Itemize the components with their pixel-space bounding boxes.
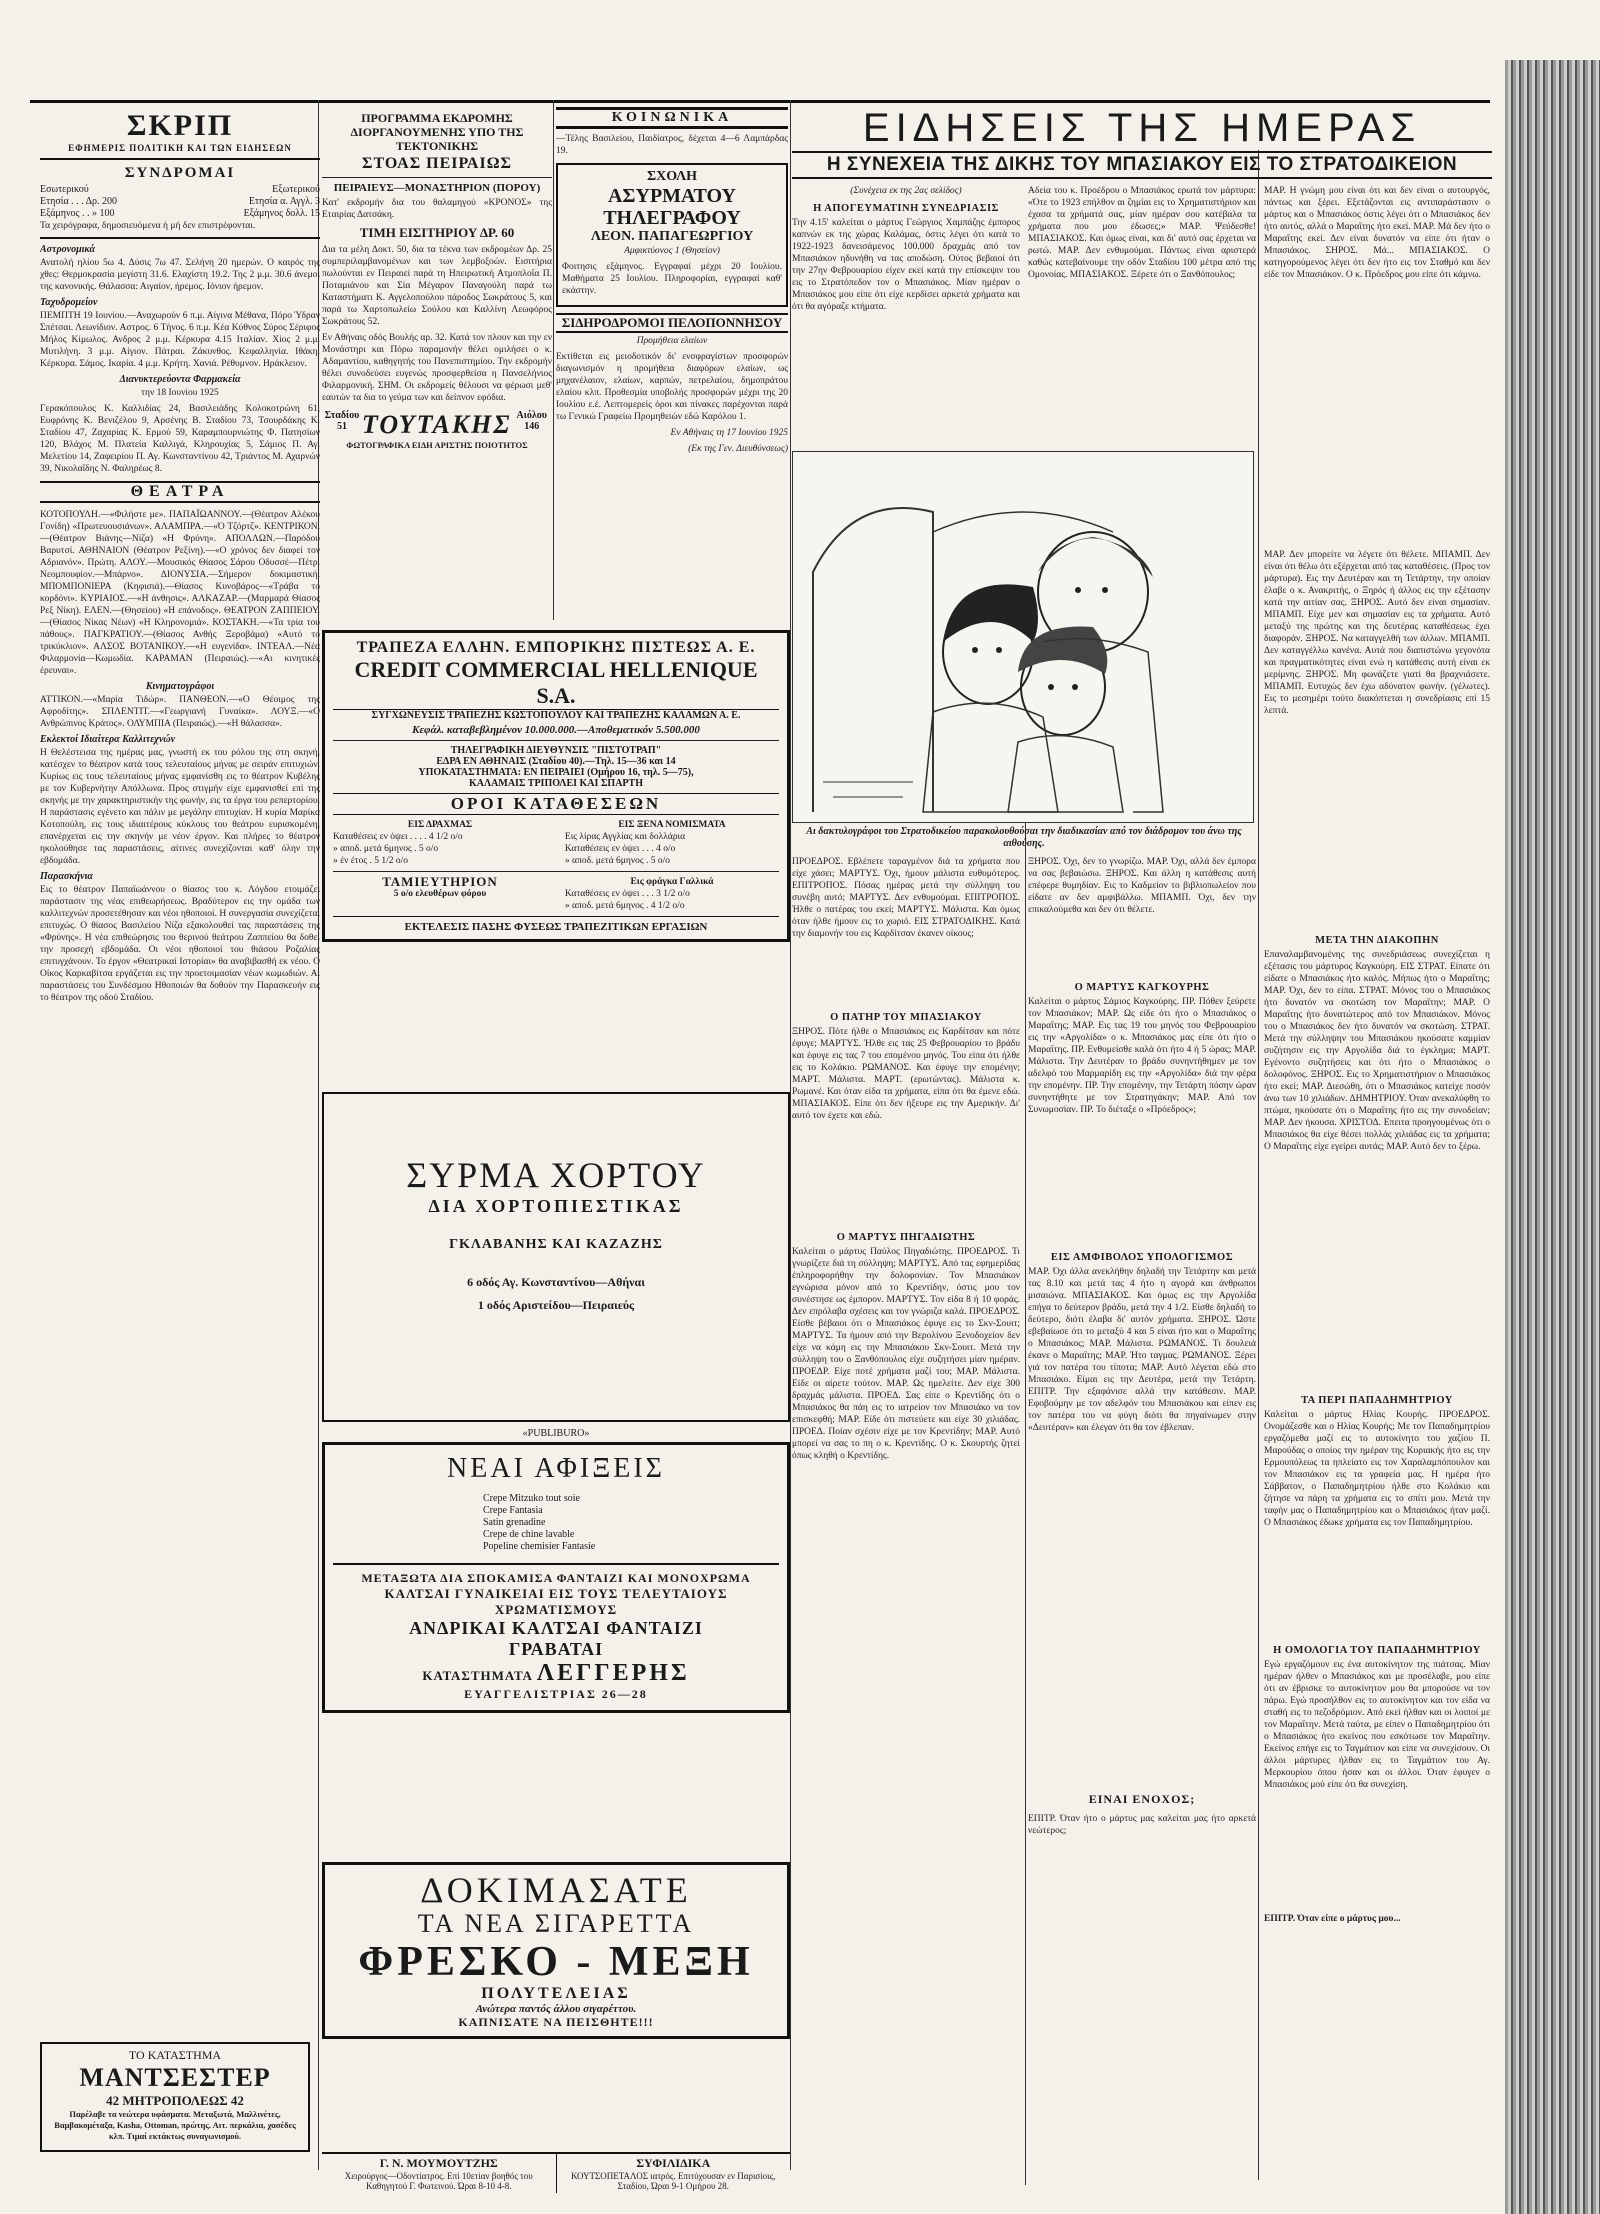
arrivals-line-1: ΜΕΤΑΞΩΤΑ ΔΙΑ ΣΠΟΚΑΜΙΣΑ ΦΑΝΤΑΙΖΙ ΚΑΙ ΜΟΝΟΧΡΩΜΑ [333, 1563, 779, 1586]
witness-pigadiotis-heading: Ο ΜΑΡΤΥΣ ΠΗΓΑΔΙΩΤΗΣ [836, 1232, 976, 1243]
scan-edge [1505, 60, 1600, 2214]
article-text: ΜΑΡ. Δεν μπορείτε να λέγετε ότι θέλετε. ΜΠΑΜΠ. Δεν είναι ότι θέλω ότι εξέρχεται από τας καταθέσεις. (Προς τον μάρτυρα). Εις την Δευτέραν και τη Τετάρτην, την οποίαν έλαβε ο κ. Ανακριτής, ο Ξηρός ή άλλος εις την εξέτασην κατά την αιτίαν σας. ΞΗΡΟΣ. Αυτό δεν είναι σημασίαν. ΜΠΑΜΠ. Είχε μεν και σημασίαν εις τα χρήματα. Αυτό μεταξύ της πρώτης και της δευτέρας καταθέσεως έχει διαφοράν. ΞΗΡΟΣ. Να καταγγελθή των άλλων. ΜΠΑΜΠ. Δεν καταγγέλλω κανένα. Αυτά που διαπιστώνω γεγονότα και πραγματικότητες είναι ενώ η κατάθεσις αυτή είναι εκ μερίμνης. ΞΗΡΟΣ. Μη φωνάζετε γιατί θα βραχνιάσετε. ΜΠΑΜΠ. Ευτυχώς δεν έχω αδύνατον φωνήν. (γέλωτες). Εις το μεσημέρι τούτο διακόπτεται η συνεδρίασις επί 15 λεπτά. [1264, 550, 1490, 716]
pharmacy-text: Γερακόπουλος Κ. Καλλιδίας 24, Βασιλειάδης Κολοκοτρώνη 61, Ευφρόνης Κ. Βενιζέλου 9, Αρσένης Β. Σταδίου 73, Τσουρδάκης Κ. Σταδίου 47, Ζαχαρίας Κ. Ερμού 59, Καραμπουρνιώτης Φ. Πατησίων 120, Βλάχος Μ. Πλατεία Καλλιγά, Κληρουχίας 5, Σάμιος Π. Αγ. Μελετίου 14, Ζαφειρίου Π. Αγ. Κωνσταντίνου 42, Τριάντος Μ. Αχαρνών 39, Νικολαΐδης Ν. Φαληρέως 8. [40, 404, 320, 474]
tutakis-sub: ΦΩΤΟΓΡΑΦΙΚΑ ΕΙΔΗ ΑΡΙΣΤΗΣ ΠΟΙΟΤΗΤΟΣ [346, 440, 528, 450]
social-notice: —Τέλης Βασιλείου, Παιδίατρος, δέχεται 4—6 Λαμπάρδας 19. [556, 134, 788, 156]
article-text: Επαναλαμβανομένης της συνεδριάσεως συνεχίζεται η εξέτασις του μάρτυρος Καγκούρη. ΕΙΣ ΣΤΡΑΤ. Είπατε ότι είδατε ο Μπασιάκος ήτο καλός. Μήπως ήτο ο Μαραΐτης; ΜΑΡ. Όχι, δεν το είπα. ΣΤΡΑΤ. Μόνος του ο Μπασιάκος ήτο δυνατόν να σκοτώση τον Μαραΐτην; ΜΑΡ. Ο Μαραΐτης ήτο δυνατώτερος από τον Μπασιάκον. Μόνος του ο Μπασιάκος δεν ήτο δυνατόν να σκοτώση. ΣΤΡΑΤ. Μετά την σύλληψην του Μπασιάκου ηκούσατε καμμίαν συζήτησιν εις την Αργολίδα διά το έγκλημα; ΜΑΡΤ. Εγένοντο συζητήσεις και ότι ήτο ο Μπασιάκος ο δολοφόνος. ΞΗΡΟΣ. Εις το Χρηματιστήριον ο Μπασιάκος ήτο εκεί; ΜΑΡ. Διεσώθη, ότι ο Μπασιάκος κατείχε ποσόν άνω των 10 χιλιάδων. ΔΗΜΗΤΡΙΟΥ. Όταν ανεκαλύφθη το πτώμα, ηκούσατε ότι ο Μαραΐτης ήτο εις την συνοδείαν; ΜΑΡ. Δεν ήκουσα. ΧΡΙΣΤΟΔ. Επειτα προηγουμένως ότι ο Μπασιάκος θα είχε θέσει πολλάς χιλιάδας εις τα χρήματα; Ο Μαραΐτης είχε εγείρει αυτάς; ΜΑΡ. Αυτό δεν το ξέρω. [1264, 950, 1490, 1152]
wire-subtitle: ΔΙΑ ΧΟΡΤΟΠΙΕΣΤΙΚΑΣ [428, 1196, 684, 1216]
news-subcolumns [792, 185, 1492, 1929]
manchester-text: Παρέλαβε τα νεώτερα υφάσματα. Μεταξωτά, Μαλλινέτες, Βαμβακομέταξα, Kasha, Ottoman, πρώτης. Αιτ. περκάλια, χασέδες κλπ. Τιμαί εκτάκτως συναγωνισμού. [54, 2109, 296, 2141]
francs-heading: Εις φράγκα Γαλλικά [630, 877, 714, 887]
bank-merger: ΣΥΓΧΩΝΕΥΣΙΣ ΤΡΑΠΕΖΗΣ ΚΩΣΤΟΠΟΥΛΟΥ ΚΑΙ ΤΡΑΠΕΖΗΣ ΚΑΛΑΜΩΝ Α. Ε. [371, 710, 741, 721]
doctor-text: ΚΟΥΤΣΟΠΕΤΑΛΟΣ ιατρός. Επιτύχουσαν εν Παρισίοις, Σταδίου, Ώραι 9-1 Ομήρου 28. [571, 2171, 776, 2191]
dentist-ad [322, 2154, 557, 2193]
bank-hq: ΕΔΡΑ ΕΝ ΑΘΗΝΑΙΣ (Σταδίου 40).—Τηλ. 15—36 και 14 [436, 756, 676, 767]
column-2 [322, 105, 552, 620]
drachma-row: » αποδ. μετά 6μηνος . 5 ο/ο [333, 844, 439, 854]
excursion-details-2: Εν Αθήναις οδός Βουλής αρ. 32. Κατά τον πλουν και την εν Μονάστηρι και Πόρω παραμονήν θέλει ομιλήσει ο κ. Αδαμαντίου, καθηγητής του Πανεπιστημίου. Την εκδρομήν θέλει συνοδεύσει ευγενώς προσφερθείσα η Πανσελήνιος Φιλαρμονική. ΣΗΜ. Οι εκδρομείς θέλουσι να φέρωσι μεθ' εαυτών τα δια το γεύμα των και δείπνον εφόδια. [322, 333, 552, 403]
publiburo-tag: «PUBLIBURO» [522, 1428, 590, 1439]
witness-kangouris-heading: Ο ΜΑΡΤΥΣ ΚΑΓΚΟΥΡΗΣ [1074, 982, 1210, 993]
tutakis-ad [322, 410, 552, 451]
bank-name-french: CREDIT COMMERCIAL HELLENIQUE S.A. [333, 657, 779, 710]
article-text: Αδεία του κ. Προέδρου ο Μπασιάκος ερωτά τον μάρτυρα: «Ότε το 1923 επήλθον αι ζημίαι εις το Χρηματιστήριον και έχασα τα χρήματά σας, μίαν ημέραν σου κατέβαλα τα χρήματα που μου έδωσες;» ΜΑΡ. Ψεύδεσθε! ΜΠΑΣΙΑΚΟΣ. Και όμως είναι, και δι' αυτό σας έρχεται να ρωτώ. ΜΑΡ. Δεν ενθυμούμαι. Πάντως είναι αριστερά καθώς κατεβαίνουμε την οδόν Σταδίου 100 μέτρα από της Ομονοίας. ΜΠΑΣΙΑΚΟΣ. Ξέρετε ότι ο Ξανθόπουλος; [1028, 186, 1256, 280]
pharmacy-date: την 18 Ιουνίου 1925 [141, 388, 219, 398]
cig-luxury: ΠΟΛΥΤΕΛΕΙΑΣ [481, 1985, 631, 2002]
top-rule [30, 100, 1490, 103]
news-left-block [792, 185, 1256, 1929]
confession-heading: Η ΟΜΟΛΟΓΙΑ ΤΟΥ ΠΑΠΑΔΗΜΗΤΡΙΟΥ [1273, 1645, 1481, 1656]
cinema-text: ΑΤΤΙΚΟΝ.—«Μαρία Τιδώρ». ΠΑΝΘΕΟΝ.—«Ο Θέοιμος της Αφροδίτης». ΣΠΛΕΝΤΙΤ.—«Γεωργιανή Γυναίκα». ΛΟΥΞ.—«Ο Ανθρώπινος Κράτος». ΟΛΥΜΠΙΑ (Πειραιώς).—«Η θάλασσα». [40, 695, 320, 729]
afternoon-session-heading: Η ΑΠΟΓΕΥΜΑΤΙΝΗ ΣΥΝΕΔΡΙΑΣΙΣ [813, 203, 999, 214]
cigarette-ad [322, 1862, 790, 2039]
deposit-terms-heading: ΟΡΟΙ ΚΑΤΑΘΕΣΕΩΝ [333, 793, 779, 815]
drachma-row: Καταθέσεις εν όψει . . . . 4 1/2 ο/ο [333, 832, 463, 842]
article-text: ΜΑΡ. Η γνώμη μου είναι ότι και δεν είναι ο αυτουργός, πάντως και ξέρει. Εξετάζονται εις αντιπαράστασιν ο μάρτυς και ο Μπασιάκος όστις λέγει ότι ο Μπασιάκος δεν ήτο αυτός, αλλά ο Μαραΐτης ήτο εκεί. ΜΑΡ. Μά δεν ήτο ο Μαραΐτης εκεί. Δεν είναι δυνατόν να είπε ότι ήταν ο Μπασιάκος. ΣΗΡΟΣ. Μά... ΜΠΑΣΙΑΚΟΣ. Ο κατηγορούμενος λέγει ότι δεν ήτο εις τον Σταθμό και δεν είδε τον Μπασιάκον. Ο κ. Πρόεδρος μου είπε ότι κάμνω. [1264, 186, 1490, 280]
arrivals-line-3: ΑΝΔΡΙΚΑΙ ΚΑΛΤΣΑΙ ΦΑΝΤΑΙΖΙ [409, 1618, 703, 1638]
masthead-subtitle: ΕΦΗΜΕΡΙΣ ΠΟΛΙΤΙΚΗ ΚΑΙ ΤΩΝ ΕΙΔΗΣΕΩΝ [68, 143, 292, 153]
dentist-name: Γ. Ν. ΜΟΥΜΟΥΤΖΗΣ [379, 2156, 498, 2170]
fabric-list [483, 1493, 779, 1553]
rail-signature: (Εκ της Γεν. Διευθύνσεως) [688, 444, 788, 454]
social-heading: ΚΟΙΝΩΝΙΚΑ [556, 107, 788, 129]
subs-note: Τα χειρόγραφα, δημοσιευόμενα ή μή δεν επιστρέφονται. [40, 221, 256, 231]
excursion-route: ΠΕΙΡΑΙΕΥΣ—ΜΟΝΑΣΤΗΡΙΟΝ (ΠΟΡΟΥ) [333, 182, 541, 194]
foreign-row: » αποδ. μετά 6μηνος . 5 ο/ο [564, 856, 671, 866]
article-text: ΠΡΟΕΔΡΟΣ. Εβλέπετε ταραγμένον διά τα χρήματα που είχε χάσει; ΜΑΡΤΥΣ. Όχι, ήμουν μάλιστα ευθυμότερος. ΕΠΙΤΡΟΠΟΣ. Πόσας ημέρας μετά την σύλληψη του συνέβη αυτό; ΜΑΡΤΥΣ. Δεν ενθυμούμαι. ΕΠΙΤΡΟΠΟΣ. Ήλθε ο πατέρας του εκεί; ΜΑΡΤΥΣ. Μάλιστα. Και όμως όταν ήλθε ήμουν εις το χωριό. ΕΙΣ ΣΤΡΑΤΟΔΙΚΗΣ. Κατά την διαμονήν του εις Καρδίτσαν έκανεν οίκους; [792, 857, 1020, 939]
school-address: Αμφικτύονος 1 (Θησείον) [624, 246, 720, 256]
column-1 [40, 105, 320, 2185]
savings-heading: ΤΑΜΙΕΥΤΗΡΙΟΝ [382, 874, 498, 889]
cig-call: ΚΑΠΝΙΣΑΤΕ ΝΑ ΠΕΙΣΘΗΤΕ!!! [458, 2015, 654, 2029]
typists-illustration [792, 451, 1254, 823]
artists-heading: Εκλεκτοί Ιδιαίτερα Καλλιτεχνών [40, 734, 176, 745]
article-text: Καλείται ο μάρτυς Παύλος Πηγαδιώτης. ΠΡΟΕΔΡΟΣ. Τι γνωρίζετε διά τη σύλληψη; ΜΑΡΤΥΣ. Από τας εφημερίδας έπληροφορήθην την δολοφονίαν. Τον Μπασιάκον εγνώρισα μόνον από το Κρεντίδην, όστις μου τον συνέστησε ως έμπορον. ΜΑΡΤΥΣ. Τον είδα 8 ή 10 φοράς. Δεν επρόλαβα σχέσεις και τον γνώριζα καλά. ΠΡΟΕΔΡΟΣ. Είσθε βέβαιοι ότι ο Μπασιάκος έφυγε εις το Σκν-Σουιτ; ΜΑΡΤΥΣ. Τα ήμουν από την Βερολίνου Ξενοδοχείον δεν είχε να κάμη εις την Μπασιάκου Σκν-Σουιτ. Μετά την σύλληψη του ο Ξανθόπουλος είχε συζητήσει μίαν ημέραν. ΠΡΟΕΔΡ. Είχε ποτέ χρήματα μαζί του; ΜΑΡ. Μάλιστα. Είδε οι αίρετε τούτον. ΜΑΡ. Ως ημελείτε. Δεν είχε 300 δραχμάς μάλιστα. ΠΡΟΕΔ. Σας είπε ο Κρεντίδης ότι ο Μπασιάκος θα πάη εις το ιατρείον τον Μπασιάκο να τον επισκεφθή; ΜΑΡ. Είδε ότι πιστεύετε και είχε 30 χιλιάδας. ΠΡΟΕΔ. Ποίαν σχέσιν είχε με τον Κρεντίδην; ΜΑΡ. Αυτό μπορεί να σας το πη ο κ. Κρεντίδης. Ο κ. Σκουρτής ζητεί όπως κληθή ο Κρεντίδης. [792, 1247, 1020, 1461]
column-rule [553, 100, 554, 620]
article-text: ΞΗΡΟΣ. Όχι, δεν το γνωρίζω. ΜΑΡ. Όχι, αλλά δεν έμπορα να σας βεβαιώσω. ΞΗΡΟΣ. Και άλλη η κατάθεσις αυτή επέφερε θυμηδίαν. Εις το Καδμείον το βιβλιοπωλείον που είδατε αν δεν αμφιβάλλω. ΜΠΑΜΠ. Όχι, δεν την επικαλούμεθα και δεν ότι θέλετε. [1028, 857, 1256, 915]
bank-branches-2: ΚΑΛΑΜΑΙΣ ΤΡΙΠΟΛΕΙ ΚΑΙ ΣΠΑΡΤΗ [468, 778, 643, 789]
theatres-text: ΚΟΤΟΠΟΥΛΗ.—«Φιλήστε με». ΠΑΠΑΪΩΑΝΝΟΥ.—(Θέατρον Αλέκου Γονίδη) «Πρωτευουσιάνων». ΑΛΑΜΠΡΑ.—«Ό Τζόρτζ». ΚΕΝΤΡΙΚΟΝ.—(Θέατρον Βιάνης—Νίζα) «Η Φρύνη». ΑΠΟΛΛΩΝ.—Παρόδου Βαρυτσί. ΑΘΗΝΑΙΟΝ (Θέατρον Ρεξίνη).—«Ο χρόνος δεν διαφεί τον Αδριανόν». Πρώτη. ΑΛΟΥ.—Μουσικός Θίασος Σάρου Οδυσσέ—Πέτρ. Νεομπουφίον.—Μπάρνο». ΔΙΟΝΥΣΙΑ.—Σήμερον δοκιμαστική. ΜΠΟΜΠΟΝΙΕΡΑ (Κηφισιά).—Θίασος Κυνοβάρος—«Τράβα το κορδόνι». ΚΥΡΙΑΙΟΣ.—«Η άνθησις». ΑΛΚΑΖΑΡ.—(Μαρμαρά Θίασος Ρεξ Νίκη). ΕΛΕΝ.—(Θησείου) «Η επάνοδος». ΘΕΑΤΡΟΝ ΖΑΠΠΕΙΟΥ.—(Θίασος Νίκας Νέων) «Η Κληρονομιά». ΚΟΣΤΑΚΗ.—«Τα τρία του πάθους». ΠΑΓΚΡΑΤΙΟΥ.—(Θίασος Ανθής Ξεροβάμα) «Αυτό το τρικύκλιον». ΑΛΣΟΣ ΒΟΤΑΝΙΚΟΥ.—«Η ευγενίδα». ΙΝΤΕΑΛ.—Νέα Φιλαρμονία—Κωμωδία. ΚΑΡΑΜΑΝ (Πειραιώς).—«Αι κινητικές έρευναι». [40, 510, 320, 676]
post-heading: Ταχυδρομείον [40, 297, 98, 308]
school-text: Φοιτησις εξάμηνος. Εγγραφαί μέχρι 20 Ιουλίου. Μαθήματα 25 Ιουλίου. Πληροφορίαι, εγγραφαί καθ' εκάστην. [562, 262, 782, 296]
theatres-heading: ΘΕΑΤΡΑ [40, 481, 320, 503]
school-owner: ΛΕΟΝ. ΠΑΠΑΓΕΩΡΓΙΟΥ [590, 229, 754, 244]
article-text: ΜΑΡ. Όχι άλλα ανεκλήθην δηλαδή την Τετάρτην και μετά τας 8.10 και μετά τας 4 ήτο η αγορά και άνθρωποι μισαιώνα. ΜΠΑΣΙΑΚΟΣ. Και όμως εις την Αργολίδα επήγα το δεύτερον βράδυ, μετά την 4 1/2. Είσθε δηλαδή το δεύτερο, διότι έλαβα δι' αυτόν χρήματα. ΞΗΡΟΣ. Ώστε εβεβαίωσε ότι το μεταξύ 4 και 5 είναι ήτο και ο Μαραΐτης ο Μπασιάκος; ΜΑΡ. Μάλιστα. ΡΩΜΑΝΟΣ. Τι δουλειά έκανε ο Μαραΐτης; ΜΑΡ. Ήτο ταγμας. ΡΩΜΑΝΟΣ. Ξέρει γιά τον πατέρα του τίποτα; ΜΑΡ. Αυτό λέγεται εδώ στο Μπασιάκο. Είμαι εις την Δευτέρα, μετά την Τετάρτη. ΕΠΙΤΡ. Την εξαφάνισε αλλά την κατάθεσιν. ΜΑΡ. Εφοβούμην με τον αδελφόν του Μπασιάκου και είπεν εις τον πατέρα του να φύγη διότι θα πηγαίνωμεν στην «Δευτέραν» και έλεγαν ότι θα τον έβλεπαν. [1028, 1267, 1256, 1433]
backstage-text: Εις το θέατρον Παπαϊωάννου ο θίασος του κ. Λόγδου ετοιμάζει παράστασιν της νέας επιθεωρήσεως. Βραδύτερον εις την ομάδα των καλλιτεχνών προσετέθησαν και νέοι ηθοποιοί. Η συνεργασία συνεχίζεται επιτυχώς. Ο θίασος Βασιλείου Νίζα εξακολουθεί τας παραστάσεις της «Φρύνης». Η νέα επιθεώρησις του θερινού θεάτρου Ζαππείου θα δοθεί την προσεχή εβδομάδα. Οι νέοι ηθοποιοί του θιάσου Ροζαλίας επιτυγχάνουν. Το έργον «Θεατρικαί Ιστορίαι» θα αναβιβασθή εκ νέου. Ο Οίκος Καρκαβίτσα εργάζεται εις την προετοιμασίαν νέων κωμωδιών. Αι παραστάσεις του Συνδέσμου Ηθοποιών θα δοθούν την Παρασκευήν εις το θέατρον της οδού Σταδίου. [40, 885, 320, 1003]
manchester-ad [40, 2042, 310, 2152]
fabric-item: Crepe de chine lavable [483, 1529, 575, 1540]
wire-address-2: 1 οδός Αριστείδου—Πειραιεύς [477, 1298, 635, 1312]
savings-rate: 5 ο/ο ελευθέρων φόρου [393, 889, 487, 899]
bank-branches: ΥΠΟΚΑΤΑΣΤΗΜΑΤΑ: ΕΝ ΠΕΙΡΑΙΕΙ (Ομήρου 16, τηλ. 5—75), [418, 767, 694, 778]
savings-terms [333, 876, 779, 912]
doctor-name: ΣΥΦΙΛΙΔΙΚΑ [636, 2156, 711, 2170]
column-rule [790, 100, 791, 2170]
excursion-price: ΤΙΜΗ ΕΙΣΙΤΗΡΙΟΥ ΔΡ. 60 [359, 225, 515, 240]
article-text: Εγώ εργαζόμουν εις ένα αυτοκίνητον της πιάτσας. Μίαν ημέραν ήλθεν ο Μπασιάκος και με προσέλαβε, μου είπε ότι αν έβρισκε το αυτοκίνητον μου θα μπορούσε να τον πάρω. Εγώ προσήλθον εις το αυτοκίνητον και τον είδα να σταθή εις το πεζοδρόμιον. Από εκεί ήλθαν και οι λοιποί με τον Μαραΐτην. Μετά ταύτα, με είπεν ο Παπαδημητρίου ότι ο Μπασιάκος ήτο εκείνος που εσκότωσε τον Μαραΐτην. Εκείνος επήγε εις το Ταγμάτιον και είπε να συνεχίσουν. Οι άλλοι μάρτυρες ήλθαν εις το Ταγμάτιον του Αγ. Μερκουρίου όπου ήσαν και οι άλλοι. Όταν έφυγεν ο Μπασιάκος μού είπε ότι θα συνεχίση. [1264, 1660, 1490, 1790]
wire-company: ΓΚΛΑΒΑΝΗΣ ΚΑΙ ΚΑΖΑΖΗΣ [449, 1237, 663, 1252]
rail-date: Εν Αθήναις τη 17 Ιουνίου 1925 [670, 428, 788, 438]
article-text: Καλείται ο μάρτυς Ηλίας Κουρής. ΠΡΟΕΔΡΟΣ. Ονομάζεσθε και ο Ηλίας Κουρής; Με τον Παπαδημητρίου εργαζόμεθα μαζί εις το αυτοκίνητο του χαζίου Π. Μαρούδας ο οποίος την ημέραν της Κυριακής ήτο εις την Ερμουπόλεως τα ηπλείατο εις τον Χαραλαμπόπουλον και τον Μπασιάκον εις τα γραφεία μας. Η ημέρα ήτο Σάββατον, ο Παπαδημητρίου ήλθε στο Κολάκιο και ζήτησε να πάρη τα χρήματα εις το σπίτι μου. Μετά την ταφήν μας ο Παπαδημητρίου και ο Μπασιάκος ήταν μαζί. Ο Μπασιάκος έδωκε χρήματα εις τον Παπαδημητρίου. [1264, 1410, 1490, 1528]
rail-subheading: Προμήθεια ελαίων [636, 336, 708, 346]
manchester-line1: ΤΟ ΚΑΤΑΣΤΗΜΑ [128, 2048, 222, 2062]
school-name: ΑΣΥΡΜΑΤΟΥ ΤΗΛΕΓΡΑΦΟΥ [603, 185, 741, 229]
manchester-address: 42 ΜΗΤΡΟΠΟΛΕΩΣ 42 [106, 2093, 244, 2108]
fabric-item: Satin grenadine [483, 1517, 546, 1528]
cinema-heading: Κινηματογράφοι [145, 681, 215, 692]
bank-ad [322, 630, 790, 942]
deposit-terms [333, 819, 779, 867]
rail-text: Εκτίθεται εις μειοδοτικόν δι' ενσφραγίστων προσφορών διαγωνισμόν η προμήθεια διαφόρων ελαίων, ως μηχανέλαιον, ελαίων, καρπών, πετρελαίου, δημοπράτου ελαίου κλπ. Προθεσμία υποβολής προσφορών μέχρι της 20 Ιουλίου ε.έ. Λεπτομερείς όροι και πίνακες παρέχονται παρά τω Γενικώ Γραφείω Προμηθειών εδώ Καρόλου 1. [556, 352, 788, 422]
rail-heading: ΣΙΔΗΡΟΔΡΟΜΟΙ ΠΕΛΟΠΟΝΝΗΣΟΥ [556, 313, 788, 333]
excursion-title: ΠΡΟΓΡΑΜΜΑ ΕΚΔΡΟΜΗΣ ΔΙΟΡΓΑΝΟΥΜΕΝΗΣ ΥΠΟ ΤΗΣ ΤΕΚΤΟΝΙΚΗΣ [350, 111, 524, 153]
article-text: ΞΗΡΟΣ. Πότε ήλθε ο Μπασιάκος εις Καρδίτσαν και πότε έφυγε; ΜΑΡΤΥΣ. Ήλθε εις τας 25 Φεβρουαρίου το βράδυ και έφυγε εις τας 7 του επομένου μηνός. Του είπα ότι ήλθε εις το Κολάκιο. ΡΩΜΑΝΟΣ. Και έφυγε την επομένην; ΜΑΡΤ. Μάλιστα. ΜΑΡΤ. (ερωτώντας). Μάλιστα κ. Ρωμανέ. Και όταν είδα τα χρήματα, είπα ότι θα έμενε εδώ. ΜΠΑΣΙΑΚΟΣ. Είπε ότι δεν ήξευρε εις την Αμερικήν. Δι' αυτό τον έχετε και εδώ. [792, 1027, 1020, 1121]
manchester-name: ΜΑΝΤΣΕΣΤΕΡ [79, 2063, 271, 2092]
school-ad [556, 163, 788, 307]
article-end: ΕΠΙΤΡ. Όταν είπε ο μάρτυς μου... [1264, 1914, 1401, 1924]
cig-line-2: ΤΑ ΝΕΑ ΣΙΓΑΡΕΤΤΑ [417, 1909, 695, 1938]
cig-brand: ΦΡΕΣΚΟ - ΜΕΞΗ [358, 1939, 754, 1985]
subs-row: Εσωτερικού Εξωτερικού [40, 184, 320, 195]
wire-title: ΣΥΡΜΑ ΧΟΡΤΟΥ [406, 1155, 706, 1195]
bottom-ads [322, 2152, 790, 2193]
article-text: Την 4.15' καλείται ο μάρτυς Γεώργιος Χαμπάζης έμπορος καπνών εκ της χώρας Καλάμας, όστις λέγει ότι κατά το 1922-1923 δανεισάμενος 100.000 δραχμάς από τον Μπασιάκον ηδυνήθη να τας αποδώση. Ούτος βεβαιοί ότι την 27ην Φεβρουαρίου είχεν εκεί κατά την επίσκεψιν του εις το Στρατόπεδον τον ο Μπασιάκος. Μίαν ημέραν ο Μπασιάκος μου είπε ότι είχε κερδίσει αρκετά χρήματα και ότι θα αγόραζε κτήματα. [792, 218, 1020, 312]
school-title: ΣΧΟΛΗ [646, 169, 698, 184]
cig-line-1: ΔΟΚΙΜΑΣΑΤΕ [420, 1870, 692, 1910]
article-text: Καλείται ο μάρτυς Σάμιος Καγκούρης. ΠΡ. Πόθεν ξεύρετε τον Μπασιάκον; ΜΑΡ. Ως είδε ότι ήτο ο Μπασιάκος ο Μαραΐτης; ΜΑΡ. Εις τας 19 του μηνός του Φεβρουαρίου εις την «Αργολίδα» ο κ. Μπασιάκος μας είπε ότι ήτο ο Μαραΐτης. ΠΡ. Ενθυμείσθε καλά ότι ήτο 4 ή 5 ώρας; ΜΑΡ. Μάλιστα. Την Δευτέραν το βράδυ συνηντήθημεν με τον αδελφό του Μαρμαρίδη εις την «Αργολίδα» διά την φέρα την επομένην. ΠΡ. Την επομένην, την Τετάρτη πόσην ώραν συνηντήθητε με τον Στρατηγάκην; ΜΑΡ. Από τον Συνωμοσίαν. ΠΡ. Το διέταξε ο «Πρόεδρος»; [1028, 997, 1256, 1115]
tutakis-name: ΤΟΥΤΑΚΗΣ [361, 410, 512, 439]
cig-tagline: Ανώτερα παντός άλλου σιγαρέττου. [475, 2003, 637, 2015]
typists-drawing [793, 452, 1253, 822]
store-name: ΛΕΓΓΕΡΗΣ [536, 1660, 690, 1686]
arrivals-title: ΝΕΑΙ ΑΦΙΞΕΙΣ [447, 1453, 665, 1484]
arrivals-ad [322, 1442, 790, 1713]
fabric-item: Popeline chemisier Fantasie [483, 1541, 596, 1552]
fabric-item: Crepe Mitzuko tout soie [483, 1493, 580, 1504]
news-column [792, 105, 1492, 2185]
excursion-details: Δια τα μέλη Δοκτ. 50, δια τα τέκνα των εκδρομέων Δρ. 25 συμπεριλαμβανομένων και των λεμβοξοών. Εισιτήρια πωλούνται εν Πειραιεί παρά τη Ηπειρωτική Ατμοπλοΐα Π. Ποταμιάνου και Σία Μέγαρον Παναγούλη παρά τω Καταστήματι Κ. Αγγελοπούλου πάροδος Σωκράτους 5, και παρά τω Χαρτοπωλείω Σούλου και Καλλίνη Λεωφόρος Σωκράτους 52. [322, 245, 552, 327]
foreign-row: Καταθέσεις εν όψει . . . 4 ο/ο [564, 844, 676, 854]
foreign-row: Εις λίρας Αγγλίας και δολλάρια [564, 832, 686, 842]
arrivals-line-2: ΚΑΛΤΣΑΙ ΓΥΝΑΙΚΕΙΑΙ ΕΙΣ ΤΟΥΣ ΤΕΛΕΥΤΑΙΟΥΣ ΧΡΩΜΑΤΙΣΜΟΥΣ [384, 1586, 728, 1617]
bank-name-greek: ΤΡΑΠΕΖΑ ΕΛΛΗΝ. ΕΜΠΟΡΙΚΗΣ ΠΙΣΤΕΩΣ Α. Ε. [356, 639, 756, 656]
artists-text: Η Θελέστεισα της ημέρας μας, γνωστή εκ του ρόλου της στη σκηνή, κατέσχεν το θέατρον κατά τους τελευταίους μήνας με σειράν επιτυχιών. Κυρίως εις τους τελευταίους μήνας εμφανίσθη εις το θέατρον Κυβέλης με τον Κυβερνήτην Απόλλωνα. Προς στιγμήν είχε εμφανισθεί επί της σκηνής με την χαρακτηριστικήν της φωνήν, εις τα έργα του ρεπερτορίου. Η παράστασις εγένετο και πάλιν με μεγάλην επιτυχίαν. Η κυρία Μαρίκα Κοτοπούλη, εις τους ιδιαιτέρους κύκλους του θεάτρου ευρισκομένη, επανέρχεται εις την σκηνήν με νέον έργον. Και πλήρες το θέατρον ηκολούθησε τας παραστάσεις, αίτινες συνεχίζονται καθ' όλην την εβδομάδα. [40, 748, 320, 866]
arrivals-line-4: ΓΡΑΒΑΤΑΙ [508, 1639, 604, 1659]
bank-telegraph: ΤΗΛΕΓΡΑΦΙΚΗ ΔΙΕΥΘΥΝΣΙΣ "ΠΙΣΤΟΤΡΑΠ" [450, 745, 662, 756]
store-prefix: ΚΑΤΑΣΤΗΜΑΤΑ [422, 1668, 533, 1683]
francs-row: Καταθέσεις εν όψει . . . 3 1/2 ο/ο [564, 889, 690, 899]
column-3 [556, 105, 788, 620]
tutakis-left: Σταδίου 51 [324, 410, 360, 432]
excursion-ship: Κατ' εκδρομήν δια του θαλαμηγού «ΚΡΟΝΟΣ» της Εταιρίας Δατσάκη. [322, 198, 552, 220]
bank-services: ΕΚΤΕΛΕΣΙΣ ΠΑΣΗΣ ΦΥΣΕΩΣ ΤΡΑΠΕΖΙΤΙΚΩΝ ΕΡΓΑΣΙΩΝ [333, 916, 779, 933]
illustration-caption: Αι δακτυλογράφοι του Στρατοδικείου παρακολουθούσαι την διαδικασίαν από τον διάδρομον του άνω της αιθούσης. [806, 826, 1242, 849]
drachma-heading: ΕΙΣ ΔΡΑΧΜΑΣ [407, 820, 473, 830]
continuation-note: (Συνέχεια εκ της 2ας σελίδος) [850, 186, 962, 196]
papadimitriou-heading: ΤΑ ΠΕΡΙ ΠΑΠΑΔΗΜΗΤΡΙΟΥ [1301, 1395, 1453, 1406]
calculation-heading: ΕΙΣ ΑΜΦΙΒΟΛΟΣ ΥΠΟΛΟΓΙΣΜΟΣ [1050, 1252, 1234, 1263]
tutakis-right: Αιόλου 146 [516, 410, 547, 432]
news-heading: ΕΙΔΗΣΕΙΣ ΤΗΣ ΗΜΕΡΑΣ [792, 105, 1492, 153]
after-break-heading: ΜΕΤΑ ΤΗΝ ΔΙΑΚΟΠΗΝ [1315, 935, 1439, 946]
wire-address-1: 6 οδός Αγ. Κωνσταντίνου—Αθήναι [467, 1275, 645, 1289]
doctor-ad [557, 2154, 791, 2193]
store-address: ΕΥΑΓΓΕΛΙΣΤΡΙΑΣ 26—28 [464, 1687, 648, 1701]
pharmacy-heading: Διανυκτερεύοντα Φαρμακεία [119, 374, 241, 385]
subscriptions-title: ΣΥΝΔΡΟΜΑΙ [124, 165, 236, 181]
subs-row: Εξάμηνος . . » 100 Εξάμηνος δολλ. 15 [40, 208, 320, 219]
backstage-heading: Παρασκήνια [40, 871, 93, 882]
article-text: ΕΠΙΤΡ. Όταν ήτο ο μάρτυς μας καλείται μας ήτο αρκετά νεώτερος; [1028, 1814, 1256, 1836]
father-heading: Ο ΠΑΤΗΡ ΤΟΥ ΜΠΑΣΙΑΚΟΥ [830, 1012, 982, 1023]
astro-heading: Αστρονομικά [40, 244, 96, 255]
drachma-row: » έν έτος . 5 1/2 ο/ο [333, 856, 409, 866]
francs-row: » αποδ. μετά 6μηνος . 4 1/2 ο/ο [564, 901, 685, 911]
astro-text: Ανατολή ηλίου 5ω 4. Δύσις 7ω 47. Σελήνη 20 ημερών. Ο καιρός της χθες: Θερμοκρασία μεγίστη 31.6. Ελαχίστη 19.2. Της 2 μ.μ. 30.6 άνεμοι της κανονικής. Θάλασσα: Αιγαίον, ήρεμος. Ιόνιον ήρεμον. [40, 258, 320, 292]
trial-headline: Η ΣΥΝΕΧΕΙΑ ΤΗΣ ΔΙΚΗΣ ΤΟΥ ΜΠΑΣΙΑΚΟΥ ΕΙΣ ΤΟ ΣΤΡΑΤΟΔΙΚΕΙΟΝ [792, 153, 1492, 179]
bank-capital: Κεφάλ. καταβεβλημένον 10.000.000.—Αποθεματικόν 5.500.000 [412, 724, 700, 736]
excursion-subtitle: ΣΤΟΑΣ ΠΕΙΡΑΙΩΣ [362, 155, 512, 172]
post-text: ΠΕΜΠΤΗ 19 Ιουνίου.—Αναχωρούν 6 π.μ. Αίγινα Μέθανα, Πόρο Ύδραν Σπέτσαι. Λεωνίδιον. Αστρος. 6 Τήνος. 6 π.μ. Κέα Κύθνος Σύρος Σέριφος Μήλος Κίμωλος. Ανδρος 2 μ.μ. Κέρκυρα 4.15 Ιταλίαν. Χίος 2 μ.μ. Μυτιλήνη. 3 μ.μ. Αίγιον. Πάτραι. Ζάκυνθος. Κεφαλληνία. Ιθάκη. Κέρκυρα. Σάμος. Ικαρία. 4 μ.μ. Κρήτη. Χανιά. Ρέθυμνον. Ηράκλειον. [40, 311, 320, 369]
news-right-column [1264, 185, 1490, 1929]
dentist-text: Χειρούργος—Οδοντίατρος. Επί 10ετίαν βοηθός του Καθηγητού Γ. Φωτεινού. Ώραι 8-10 4-8. [344, 2171, 533, 2191]
guilty-heading: ΕΙΝΑΙ ΕΝΟΧΟΣ; [1088, 1792, 1196, 1806]
fabric-item: Crepe Fantasia [483, 1505, 543, 1516]
masthead-title: ΣΚΡΙΠ [126, 109, 234, 142]
subs-row: Ετησία . . . Δρ. 200 Ετησία α. Αγγλ. 3 [40, 196, 320, 207]
wire-ad [322, 1092, 790, 1422]
foreign-heading: ΕΙΣ ΞΕΝΑ ΝΟΜΙΣΜΑΤΑ [618, 820, 726, 830]
